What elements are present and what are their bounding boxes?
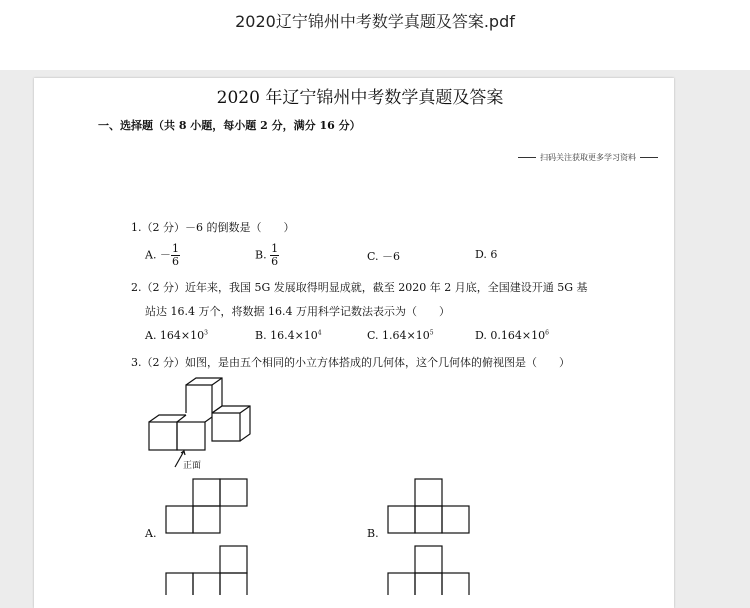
question-3-option-c-figure [165,545,255,595]
grid-cell [415,573,442,595]
top-cube-front [186,385,212,413]
question-2-option-a [145,329,208,342]
option-text: C. 1.64×10 [367,329,430,342]
fraction [270,243,279,268]
fraction-numerator: 1 [271,242,279,255]
grid-cell [166,573,193,595]
front-cube-right [177,422,205,450]
pdf-page [34,78,674,608]
grid-cell [442,506,469,533]
question-3-option-d-figure [387,545,477,595]
question-1-option-d: D. 6 [475,248,498,261]
grid-cell [166,506,193,533]
option-text: B. 16.4×10 [255,329,318,342]
option-text: A. 164×10 [145,329,205,342]
grid-cell [220,573,247,595]
question-2-option-d [475,329,549,342]
grid-cell [193,506,220,533]
exponent: 3 [204,329,208,337]
question-1-option-a [145,243,180,268]
promo-text: 扫码关注获取更多学习资料 [540,153,636,162]
grid-cell [220,479,247,506]
option-label: A. － [145,248,171,262]
top-bar [0,0,750,70]
promo-rule-left [518,157,536,158]
fraction-denominator: 6 [171,255,179,268]
grid-cell [193,573,220,595]
question-1-stem: 1.（2 分）－6 的倒数是（ ） [131,221,295,234]
option-label: B. [255,248,271,262]
question-2-option-b [255,329,322,342]
grid-cell [388,506,415,533]
grid-cell [415,506,442,533]
question-3-option-b-label: B. [367,527,379,540]
grid-cell [193,479,220,506]
grid-cell [220,546,247,573]
fraction-denominator: 6 [271,255,279,268]
grid-cell [388,573,415,595]
top-cube-depth [186,378,222,413]
question-3-option-a-label: A. [145,527,157,540]
question-3-stem: 3.（2 分）如图，是由五个相同的小立方体搭成的几何体，这个几何体的俯视图是（ ） [131,356,570,369]
front-row-top-edge [149,415,186,422]
question-2-option-c [367,329,434,342]
exponent: 5 [429,329,434,337]
grid-cell [415,546,442,573]
exponent: 4 [317,329,322,337]
question-3-option-b-figure [387,478,477,538]
exponent: 6 [545,329,549,337]
question-1-option-c: C. －6 [367,250,401,263]
promo-rule-right [640,157,658,158]
front-cube-left [149,422,177,450]
fraction-numerator: 1 [171,242,179,255]
question-2-stem-line-1: 2.（2 分）近年来，我国 5G 发展取得明显成就，截至 2020 年 2 月底，全国建设开通 5G 基 [131,281,588,294]
top-cube-edge [212,378,222,385]
section-heading: 一、选择题（共 8 小题，每小题 2 分，满分 16 分） [98,119,361,132]
grid-cell [442,573,469,595]
front-row-mid-edge [177,415,186,422]
question-2-stem-line-2: 站达 16.4 万个，将数据 16.4 万用科学记数法表示为（ ） [145,305,450,318]
grid-cell [415,479,442,506]
paper-title: 2020 年辽宁锦州中考数学真题及答案 [216,88,504,108]
right-cube-depth [212,406,250,441]
question-3-option-a-figure [165,478,255,538]
right-cube-front [212,413,240,441]
promo-banner [514,152,662,163]
front-label: 正面 [183,461,202,471]
front-row-right-edge [205,417,212,422]
fraction [171,243,180,268]
document-title: 2020辽宁锦州中考数学真题及答案.pdf [235,12,515,31]
question-1-option-b [255,243,279,268]
option-text: D. 0.164×10 [475,329,546,342]
right-cube-edge [240,406,250,413]
